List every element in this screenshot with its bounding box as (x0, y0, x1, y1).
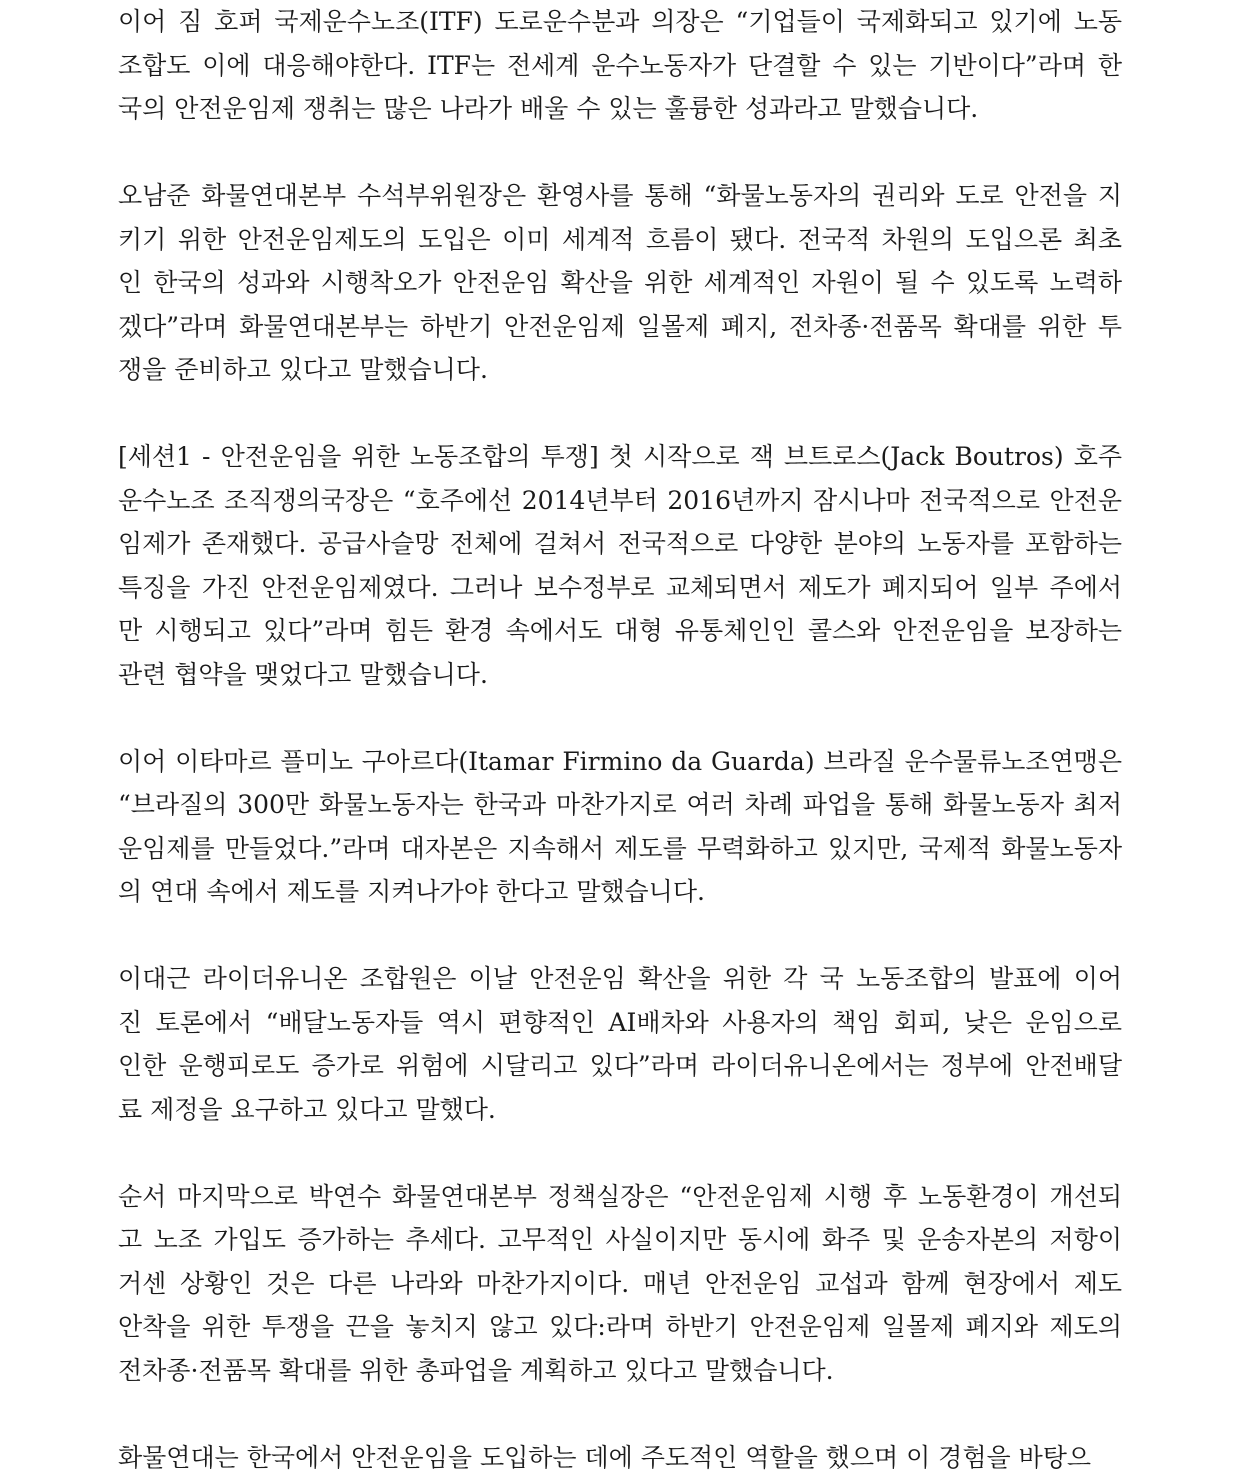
text-line: 국의 안전운임제 쟁취는 많은 나라가 배울 수 있는 훌륭한 성과라고 말했습니다. (118, 94, 979, 123)
paragraph (118, 0, 1122, 131)
text-line: 오남준 화물연대본부 수석부위원장은 환영사를 통해 “화물노동자의 권리와 도로 안전을 지 (118, 181, 1122, 210)
text-line: 겠다”라며 화물연대본부는 하반기 안전운임제 일몰제 폐지, 전차종·전품목 확대를 위한 투 (118, 311, 1122, 341)
text-line: 관련 협약을 맺었다고 말했습니다. (118, 659, 488, 689)
text-line: 조합도 이에 대응해야한다. ITF는 전세계 운수노동자가 단결할 수 있는 기반이다”라며 한 (118, 50, 1122, 80)
document-page (118, 0, 1122, 1470)
paragraph-gap (118, 696, 1122, 740)
text-line: 순서 마지막으로 박연수 화물연대본부 정책실장은 “안전운임제 시행 후 노동환경이 개선되 (118, 1181, 1122, 1211)
text-line: 인 한국의 성과와 시행착오가 안전운임 확산을 위한 세계적인 자원이 될 수 있도록 노력하 (118, 268, 1122, 297)
text-line: 운임제를 만들었다.”라며 대자본은 지속해서 제도를 무력화하고 있지만, 국제적 화물노동자 (118, 833, 1122, 863)
text-line: 운수노조 조직쟁의국장은 “호주에선 2014년부터 2016년까지 잠시나마 전국적으로 안전운 (118, 485, 1122, 515)
paragraph-gap (118, 392, 1122, 436)
paragraph (118, 435, 1122, 696)
paragraph (118, 957, 1122, 1131)
text-line: “브라질의 300만 화물노동자는 한국과 마찬가지로 여러 차례 파업을 통해 화물노동자 최저 (118, 790, 1122, 819)
text-line: 의 연대 속에서 제도를 지켜나가야 한다고 말했습니다. (118, 877, 705, 906)
text-line: 화물연대는 한국에서 안전운임을 도입하는 데에 주도적인 역할을 했으며 이 경험을 바탕으 (118, 1442, 1092, 1470)
text-line: 이어 짐 호퍼 국제운수노조(ITF) 도로운수분과 의장은 “기업들이 국제화되고 있기에 노동 (118, 7, 1122, 36)
paragraph-gap (118, 1392, 1122, 1436)
text-line: [세션1 - 안전운임을 위한 노동조합의 투쟁] 첫 시작으로 잭 브트로스(Jack Boutros) 호주 (118, 442, 1122, 471)
text-line: 료 제정을 요구하고 있다고 말했다. (118, 1094, 496, 1124)
text-line: 고 노조 가입도 증가하는 추세다. 고무적인 사실이지만 동시에 화주 및 운송자본의 저항이 (118, 1225, 1122, 1254)
text-line: 인한 운행피로도 증가로 위험에 시달리고 있다”라며 라이더유니온에서는 정부에 안전배달 (118, 1051, 1122, 1080)
paragraph-gap (118, 1131, 1122, 1175)
text-line: 진 토론에서 “배달노동자들 역시 편향적인 AI배차와 사용자의 책임 회피, 낮은 운임으로 (118, 1007, 1122, 1037)
text-line: 거센 상황인 것은 다른 나라와 마찬가지이다. 매년 안전운임 교섭과 함께 현장에서 제도 (118, 1268, 1122, 1298)
paragraph (118, 174, 1122, 392)
text-line: 임제가 존재했다. 공급사슬망 전체에 걸쳐서 전국적으로 다양한 분야의 노동자를 포함하는 (118, 529, 1122, 558)
text-line: 이대근 라이더유니온 조합원은 이날 안전운임 확산을 위한 각 국 노동조합의 발표에 이어 (118, 964, 1122, 993)
paragraph (118, 1436, 1122, 1470)
paragraph (118, 740, 1122, 914)
text-line: 쟁을 준비하고 있다고 말했습니다. (118, 355, 488, 384)
paragraph-gap (118, 914, 1122, 958)
document-body (118, 0, 1122, 1470)
paragraph (118, 1175, 1122, 1393)
text-line: 특징을 가진 안전운임제였다. 그러나 보수정부로 교체되면서 제도가 폐지되어 일부 주에서 (118, 572, 1122, 602)
text-line: 안착을 위한 투쟁을 끈을 놓치지 않고 있다:라며 하반기 안전운임제 일몰제 폐지와 제도의 (118, 1312, 1122, 1341)
text-line: 만 시행되고 있다”라며 힘든 환경 속에서도 대형 유통체인인 콜스와 안전운임을 보장하는 (118, 616, 1122, 645)
text-line: 키기 위한 안전운임제도의 도입은 이미 세계적 흐름이 됐다. 전국적 차원의 도입으론 최초 (118, 224, 1122, 254)
text-line: 전차종·전품목 확대를 위한 총파업을 계획하고 있다고 말했습니다. (118, 1355, 834, 1385)
paragraph-gap (118, 131, 1122, 175)
text-line: 이어 이타마르 플미노 구아르다(Itamar Firmino da Guarda) 브라질 운수물류노조연맹은 (118, 746, 1122, 776)
